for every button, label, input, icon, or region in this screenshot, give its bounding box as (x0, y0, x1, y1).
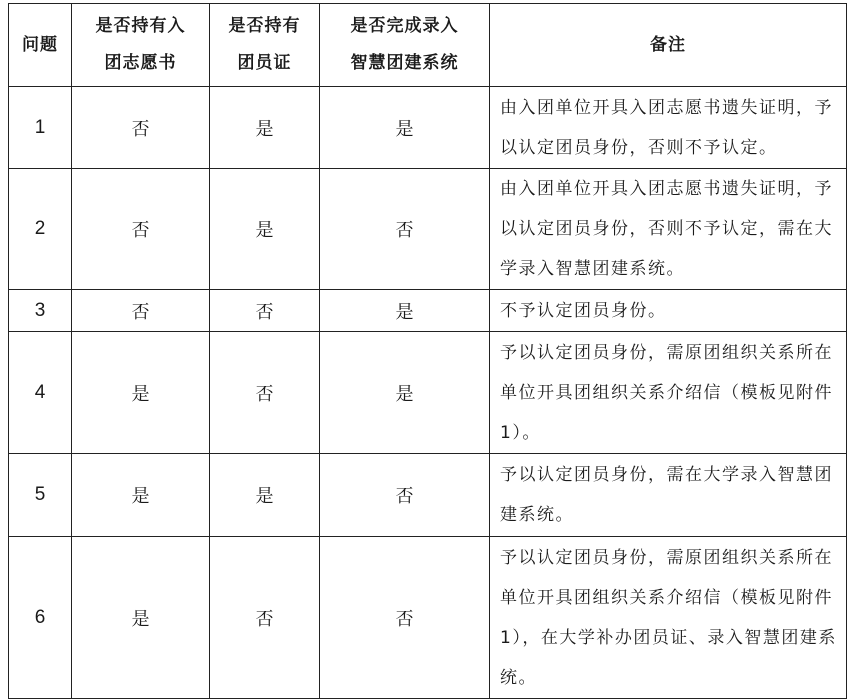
recorded-cell: 是 (320, 87, 490, 169)
note-cell: 予以认定团员身份，需原团组织关系所在单位开具团组织关系介绍信（模板见附件1），在大学补办团员证、录入智慧团建系统。 (490, 537, 847, 699)
has-application-cell: 是 (72, 454, 210, 537)
has-application-cell: 是 (72, 332, 210, 454)
row-number: 6 (9, 537, 72, 699)
table-row (9, 454, 847, 537)
row-number: 3 (9, 290, 72, 332)
table-body (9, 87, 847, 699)
table-row (9, 332, 847, 454)
header-recorded-line1: 是否完成录入 (350, 16, 459, 36)
has-application-cell: 是 (72, 537, 210, 699)
table-row (9, 169, 847, 290)
note-cell: 予以认定团员身份，需原团组织关系所在单位开具团组织关系介绍信（模板见附件1）。 (490, 332, 847, 454)
has-certificate-cell: 否 (210, 290, 320, 332)
table-row (9, 290, 847, 332)
recorded-cell: 否 (320, 454, 490, 537)
has-certificate-cell: 是 (210, 169, 320, 290)
row-number: 4 (9, 332, 72, 454)
header-has-application-line1: 是否持有入 (95, 16, 186, 36)
membership-verification-table (8, 3, 847, 699)
note-cell: 不予认定团员身份。 (490, 290, 847, 332)
table-row (9, 87, 847, 169)
has-application-cell: 否 (72, 87, 210, 169)
has-application-cell: 否 (72, 290, 210, 332)
has-application-cell: 否 (72, 169, 210, 290)
table-row (9, 537, 847, 699)
header-recorded (320, 4, 490, 87)
header-has-application-line2: 团志愿书 (104, 53, 177, 73)
row-number: 5 (9, 454, 72, 537)
header-recorded-line2: 智慧团建系统 (350, 53, 459, 73)
has-certificate-cell: 是 (210, 454, 320, 537)
header-row (9, 4, 847, 87)
has-certificate-cell: 否 (210, 537, 320, 699)
header-issue: 问题 (9, 4, 72, 87)
recorded-cell: 是 (320, 290, 490, 332)
header-note: 备注 (490, 4, 847, 87)
note-cell: 由入团单位开具入团志愿书遗失证明，予以认定团员身份，否则不予认定，需在大学录入智慧团建系统。 (490, 169, 847, 290)
row-number: 1 (9, 87, 72, 169)
table-header (9, 4, 847, 87)
has-certificate-cell: 否 (210, 332, 320, 454)
recorded-cell: 否 (320, 169, 490, 290)
header-has-certificate-line2: 团员证 (237, 53, 292, 73)
note-cell: 予以认定团员身份，需在大学录入智慧团建系统。 (490, 454, 847, 537)
has-certificate-cell: 是 (210, 87, 320, 169)
recorded-cell: 否 (320, 537, 490, 699)
row-number: 2 (9, 169, 72, 290)
header-has-application (72, 4, 210, 87)
header-has-certificate-line1: 是否持有 (228, 16, 301, 36)
header-has-certificate (210, 4, 320, 87)
recorded-cell: 是 (320, 332, 490, 454)
note-cell: 由入团单位开具入团志愿书遗失证明，予以认定团员身份，否则不予认定。 (490, 87, 847, 169)
